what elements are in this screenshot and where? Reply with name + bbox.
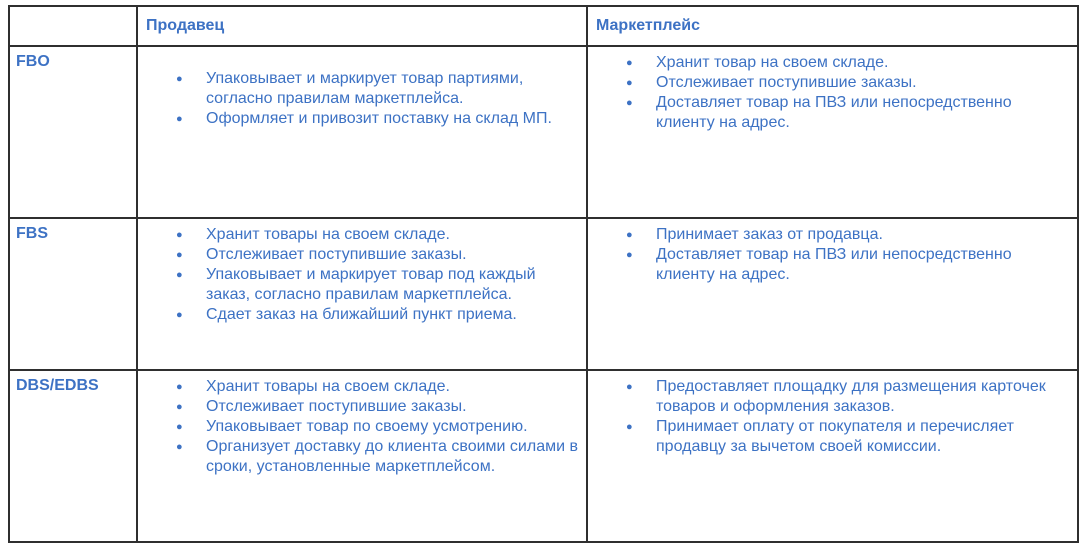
header-row xyxy=(9,6,1078,46)
seller-cell xyxy=(137,46,587,218)
seller-cell xyxy=(137,370,587,542)
list-item: ● Отслеживает поступившие заказы. xyxy=(588,73,1069,93)
seller-list xyxy=(138,225,578,325)
marketplace-list xyxy=(588,377,1069,457)
list-item: ● Сдает заказ на ближайший пункт приема. xyxy=(138,305,578,325)
list-item: ● Организует доставку до клиента своими силами в сроки, установленные маркетплейсом. xyxy=(138,437,578,477)
list-item: ● Отслеживает поступившие заказы. xyxy=(138,245,578,265)
header-seller: Продавец xyxy=(137,6,587,46)
seller-list xyxy=(138,69,578,129)
list-item: ● Доставляет товар на ПВЗ или непосредственно клиенту на адрес. xyxy=(588,93,1069,133)
row-label-fbo: FBO xyxy=(9,46,137,218)
seller-cell xyxy=(137,218,587,370)
seller-list xyxy=(138,377,578,477)
list-item: ● Хранит товары на своем складе. xyxy=(138,225,578,245)
header-marketplace: Маркетплейс xyxy=(587,6,1078,46)
list-item: ● Отслеживает поступившие заказы. xyxy=(138,397,578,417)
marketplace-cell xyxy=(587,218,1078,370)
list-item: ● Хранит товар на своем складе. xyxy=(588,53,1069,73)
table-row xyxy=(9,218,1078,370)
row-label-fbs: FBS xyxy=(9,218,137,370)
row-label-dbs-edbs: DBS/EDBS xyxy=(9,370,137,542)
marketplace-list xyxy=(588,53,1069,133)
list-item: ● Упаковывает товар по своему усмотрению. xyxy=(138,417,578,437)
list-item: ● Доставляет товар на ПВЗ или непосредственно клиенту на адрес. xyxy=(588,245,1069,285)
marketplace-cell xyxy=(587,46,1078,218)
table-row xyxy=(9,370,1078,542)
list-item: ● Оформляет и привозит поставку на склад МП. xyxy=(138,109,578,129)
list-item: ● Упаковывает и маркирует товар партиями, согласно правилам маркетплейса. xyxy=(138,69,578,109)
comparison-table xyxy=(8,5,1079,543)
list-item: ● Хранит товары на своем складе. xyxy=(138,377,578,397)
marketplace-list xyxy=(588,225,1069,285)
header-empty-cell xyxy=(9,6,137,46)
list-item: ● Принимает оплату от покупателя и перечисляет продавцу за вычетом своей комиссии. xyxy=(588,417,1069,457)
list-item: ● Принимает заказ от продавца. xyxy=(588,225,1069,245)
table-row xyxy=(9,46,1078,218)
list-item: ● Предоставляет площадку для размещения карточек товаров и оформления заказов. xyxy=(588,377,1069,417)
marketplace-cell xyxy=(587,370,1078,542)
list-item: ● Упаковывает и маркирует товар под каждый заказ, согласно правилам маркетплейса. xyxy=(138,265,578,305)
